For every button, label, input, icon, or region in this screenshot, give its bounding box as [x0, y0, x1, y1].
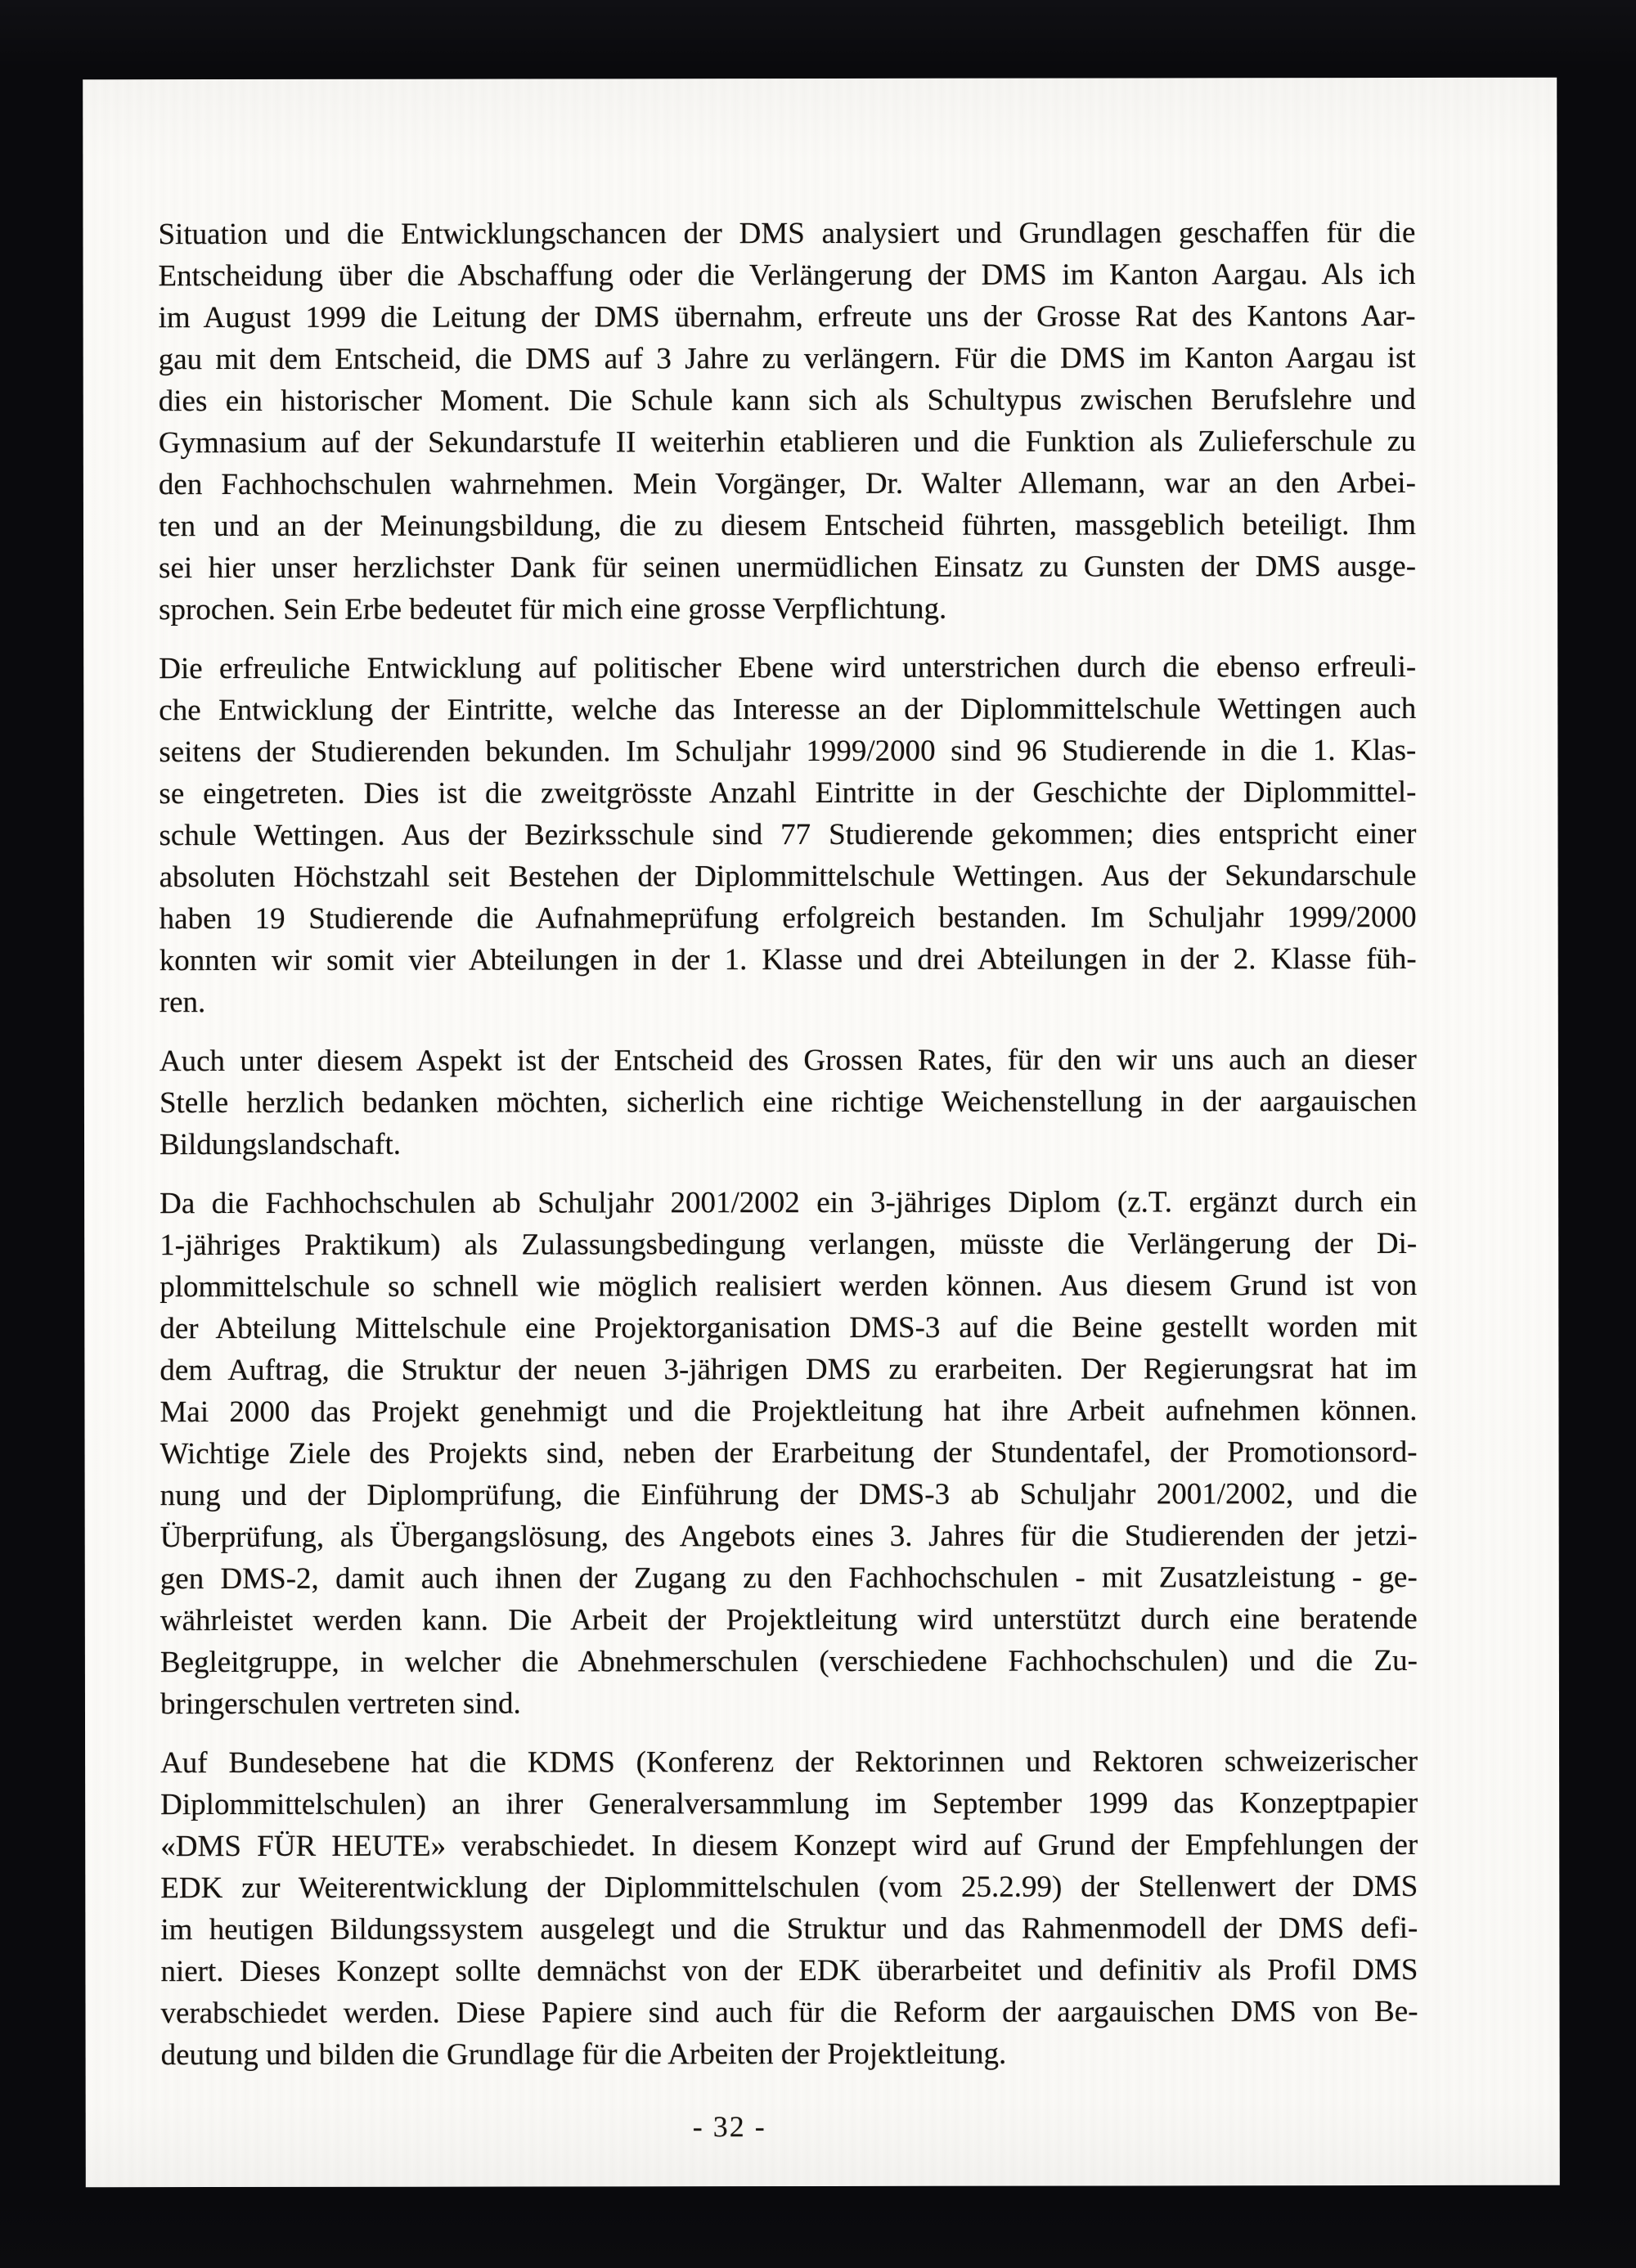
- text-line: Wichtige Ziele des Projekts sind, neben der Erarbeitung der Stundentafel, der Promotionsord-: [160, 1435, 1418, 1471]
- text-line: deutung und bilden die Grundlage für die Arbeiten der Projektleitung.: [160, 2037, 1007, 2073]
- text-line: Gymnasium auf der Sekundarstufe II weiterhin etablieren und die Funktion als Zulieferschule zu: [158, 424, 1416, 460]
- text-line: plommittelschule so schnell wie möglich realisiert werden können. Aus diesem Grund ist von: [160, 1268, 1418, 1305]
- text-line: Die erfreuliche Entwicklung auf politischer Ebene wird unterstrichen durch die ebenso erfreuli-: [159, 649, 1417, 686]
- text-line: Mai 2000 das Projekt genehmigt und die Projektleitung hat ihre Arbeit aufnehmen können.: [160, 1393, 1418, 1430]
- text-line: gau mit dem Entscheid, die DMS auf 3 Jahre zu verlängern. Für die DMS im Kanton Aargau ist: [158, 340, 1416, 377]
- text-line: EDK zur Weiterentwicklung der Diplommittelschulen (vom 25.2.99) der Stellenwert der DMS: [160, 1869, 1418, 1906]
- text-line: 1-jähriges Praktikum) als Zulassungsbedingung verlangen, müsste die Verlängerung der Di-: [160, 1226, 1418, 1263]
- page-body-text: [158, 212, 1418, 2093]
- text-line: se eingetreten. Dies ist die zweitgrösste Anzahl Eintritte in der Geschichte der Diplommittel-: [159, 775, 1417, 811]
- text-line: Da die Fachhochschulen ab Schuljahr 2001/2002 ein 3-jähriges Diplom (z.T. ergänzt durch ein: [160, 1184, 1418, 1221]
- text-line: Auch unter diesem Aspekt ist der Entscheid des Grossen Rates, für den wir uns auch an dieser: [159, 1042, 1417, 1079]
- text-line: seitens der Studierenden bekunden. Im Schuljahr 1999/2000 sind 96 Studierende in die 1. Klas-: [159, 733, 1417, 770]
- text-line: che Entwicklung der Eintritte, welche das Interesse an der Diplommittelschule Wettingen auch: [159, 691, 1417, 728]
- text-line: währleistet werden kann. Die Arbeit der Projektleitung wird unterstützt durch eine beratende: [160, 1601, 1418, 1638]
- page-number: - 32 -: [692, 2110, 766, 2144]
- paragraph: [160, 1740, 1418, 2076]
- text-line: konnten wir somit vier Abteilungen in der 1. Klasse und drei Abteilungen in der 2. Klasse füh-: [159, 941, 1417, 978]
- text-line: dem Auftrag, die Struktur der neuen 3-jährigen DMS zu erarbeiten. Der Regierungsrat hat im: [160, 1351, 1418, 1388]
- scanned-page: [83, 78, 1560, 2188]
- paragraph: [160, 1039, 1417, 1165]
- text-line: Überprüfung, als Übergangslösung, des Angebots eines 3. Jahres für die Studierenden der jetzi-: [160, 1518, 1418, 1555]
- text-line: Situation und die Entwicklungschancen der DMS analysiert und Grundlagen geschaffen für die: [158, 215, 1416, 252]
- text-line: den Fachhochschulen wahrnehmen. Mein Vorgänger, Dr. Walter Allemann, war an den Arbei-: [158, 465, 1416, 502]
- text-line: verabschiedet werden. Diese Papiere sind auch für die Reform der aargauischen DMS von Be-: [160, 1994, 1418, 2031]
- text-line: der Abteilung Mittelschule eine Projektorganisation DMS-3 auf die Beine gestellt worden mit: [160, 1309, 1418, 1346]
- text-line: bringerschulen vertreten sind.: [160, 1686, 521, 1722]
- paragraph: [159, 646, 1417, 1023]
- text-line: gen DMS-2, damit auch ihnen der Zugang zu den Fachhochschulen - mit Zusatzleistung - ge-: [160, 1560, 1418, 1597]
- text-line: Entscheidung über die Abschaffung oder die Verlängerung der DMS im Kanton Aargau. Als ich: [158, 257, 1416, 294]
- text-line: ten und an der Meinungsbildung, die zu diesem Entscheid führten, massgeblich beteiligt. Ihm: [158, 507, 1416, 544]
- text-line: dies ein historischer Moment. Die Schule kann sich als Schultypus zwischen Berufslehre und: [158, 382, 1416, 419]
- text-line: sei hier unser herzlichster Dank für seinen unermüdlichen Einsatz zu Gunsten der DMS ausge-: [159, 549, 1417, 586]
- text-line: haben 19 Studierende die Aufnahmeprüfung erfolgreich bestanden. Im Schuljahr 1999/2000: [159, 900, 1417, 936]
- text-line: nung und der Diplomprüfung, die Einführung der DMS-3 ab Schuljahr 2001/2002, und die: [160, 1476, 1418, 1513]
- text-line: niert. Dieses Konzept sollte demnächst von der EDK überarbeitet und definitiv als Profil DMS: [160, 1952, 1418, 1989]
- text-line: Begleitgruppe, in welcher die Abnehmerschulen (verschiedene Fachhochschulen) und die Zu-: [160, 1643, 1418, 1680]
- text-line: «DMS FÜR HEUTE» verabschiedet. In diesem Konzept wird auf Grund der Empfehlungen der: [160, 1827, 1418, 1864]
- text-line: schule Wettingen. Aus der Bezirksschule sind 77 Studierende gekommen; dies entspricht einer: [159, 816, 1417, 853]
- text-line: Auf Bundesebene hat die KDMS (Konferenz der Rektorinnen und Rektoren schweizerischer: [160, 1744, 1418, 1781]
- text-line: sprochen. Sein Erbe bedeutet für mich eine grosse Verpflichtung.: [159, 591, 947, 627]
- paragraph: [160, 1181, 1418, 1725]
- text-line: absoluten Höchstzahl seit Bestehen der Diplommittelschule Wettingen. Aus der Sekundarschule: [159, 858, 1417, 895]
- paragraph: [158, 212, 1416, 631]
- text-line: im August 1999 die Leitung der DMS übernahm, erfreute uns der Grosse Rat des Kantons Aar-: [158, 299, 1416, 335]
- text-line: Bildungslandschaft.: [159, 1127, 401, 1162]
- text-line: Stelle herzlich bedanken möchten, sicherlich eine richtige Weichenstellung in der aargauischen: [159, 1084, 1417, 1121]
- text-line: Diplommittelschulen) an ihrer Generalversammlung im September 1999 das Konzeptpapier: [160, 1785, 1418, 1822]
- text-line: ren.: [159, 986, 206, 1020]
- text-line: im heutigen Bildungssystem ausgelegt und die Struktur und das Rahmenmodell der DMS defi-: [160, 1911, 1418, 1947]
